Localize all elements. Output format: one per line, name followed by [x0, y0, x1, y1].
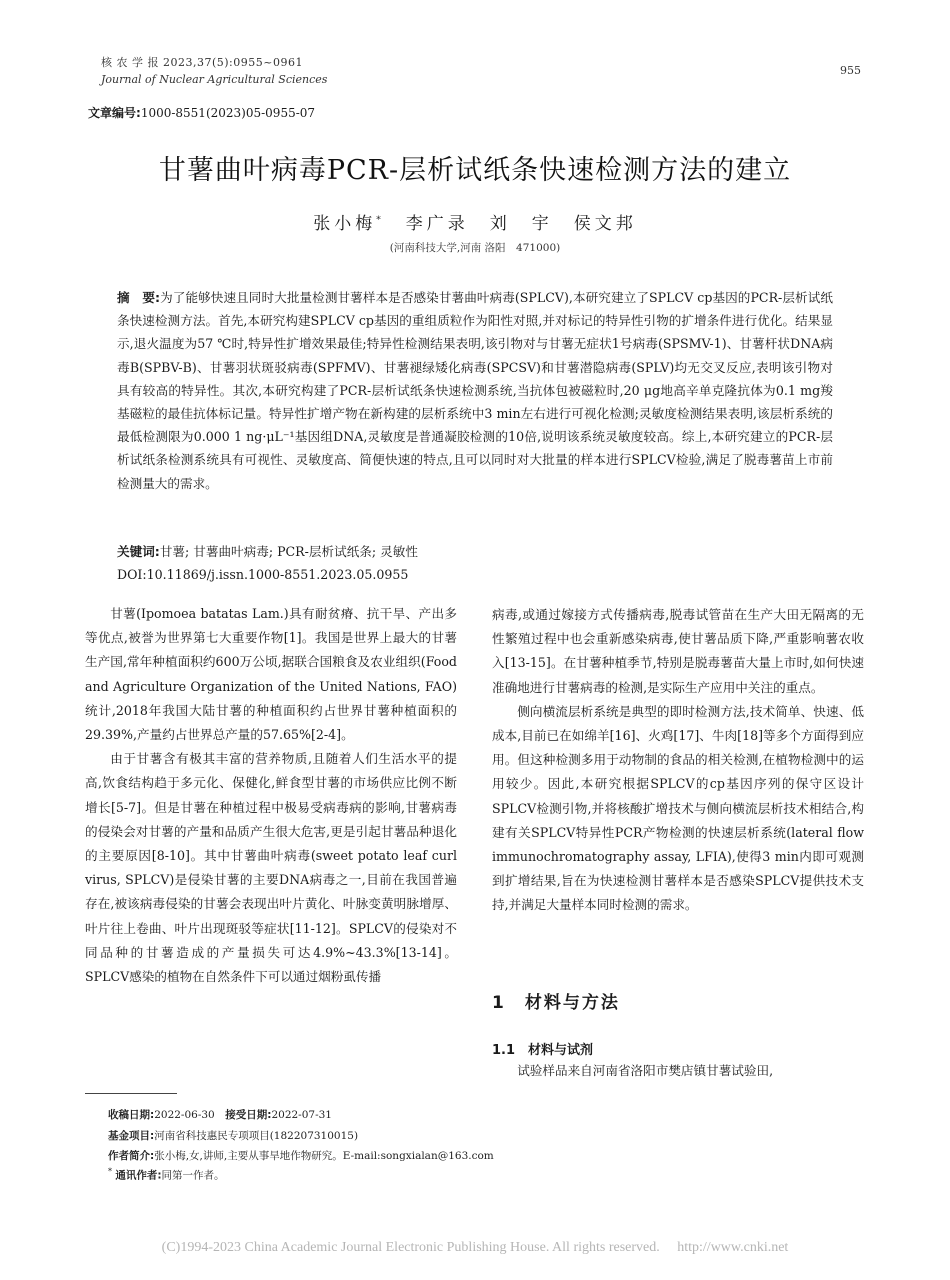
page-number: 955 [840, 64, 861, 77]
corr-text: 同第一作者。 [161, 1169, 225, 1182]
body-column-left [85, 602, 457, 989]
paragraph: 侧向横流层析系统是典型的即时检测方法,技术简单、快速、低成本,目前已在如绵羊[16]、火鸡[17]、牛肉[18]等多个方面得到应用。但这种检测多用于动物制的食品的相关检测,在植物检测中的运用较少。因此,本研究根据SPLCV的cp基因序列的保守区设计SPLCV检测引物,并将核酸扩增技术与侧向横流层析技术相结合,构建有关SPLCV特异性PCR产物检测的快速层析系统(lateral flow immunochromatography assay, LFIA),使得3 min内即可观测到扩增结果,旨在为快速检测甘薯样本是否感染SPLCV提供技术支持,并满足大量样本同时检测的需求。 [492, 703, 864, 913]
journal-name-en: Journal of Nuclear Agricultural Sciences [101, 73, 328, 86]
footnote-fund [108, 1128, 848, 1143]
author-label: 作者简介: [108, 1150, 155, 1162]
doi: DOI:10.11869/j.issn.1000-8551.2023.05.0955 [117, 567, 409, 582]
abstract-text: 为了能够快速且同时大批量检测甘薯样本是否感染甘薯曲叶病毒(SPLCV),本研究建立了SPLCV cp基因的PCR-层析试纸条快速检测方法。首先,本研究构建SPLCV cp基因的重组质粒作为阳性对照,并对标记的特异性引物的扩增条件进行优化。结果显示,退火温度为57 ℃时,特异性扩增效果最佳;特异性检测结果表明,该引物对与甘薯无症状1号病毒(SPSMV-1)、甘薯杆状DNA病毒B(SPBV-B)、甘薯羽状斑驳病毒(SPFMV)、甘薯褪绿矮化病毒(SPCSV)和甘薯潜隐病毒(SPLV)均无交叉反应,表明该引物对具有较高的特异性。其次,本研究构建了PCR-层析试纸条快速检测系统,当抗体包被磁粒时,20 μg地高辛单克隆抗体为0.1 mg羧基磁粒的最佳抗体标记量。特异性扩增产物在新构建的层析系统中3 min左右进行可视化检测;灵敏度检测结果表明,该层析系统的最低检测限为0.000 1 ng·μL⁻¹基因组DNA,灵敏度是普通凝胶检测的10倍,说明该系统灵敏度较高。综上,本研究建立的PCR-层析试纸条检测系统具有可视性、灵敏度高、简便快速的特点,且可以同时对大批量的样本进行SPLCV检验,满足了脱毒薯苗上市前检测量大的需求。 [117, 290, 833, 491]
footnote-author [108, 1148, 848, 1163]
copyright-watermark: (C)1994-2023 China Academic Journal Electronic Publishing House. All rights reserved. http://www.cnki.net [161, 1240, 789, 1255]
footnote-corresponding [108, 1167, 848, 1183]
affiliation: (河南科技大学,河南 洛阳 471000) [389, 242, 561, 254]
paragraph: 由于甘薯含有极其丰富的营养物质,且随着人们生活水平的提高,饮食结构趋于多元化、保健化,鲜食型甘薯的市场供应比例不断增长[5-7]。但是甘薯在种植过程中极易受病毒病的影响,甘薯病毒的侵染会对甘薯的产量和品质产生很大危害,更是引起甘薯品种退化的主要原因[8-10]。其中甘薯曲叶病毒(sweet potato leaf curl virus, SPLCV)是侵染甘薯的主要DNA病毒之一,目前在我国普遍存在,被该病毒侵染的甘薯会表现出叶片黄化、叶脉变黄明脉增厚、叶片往上卷曲、叶片出现斑驳等症状[11-12]。SPLCV的侵染对不同品种的甘薯造成的产量损失可达4.9%~43.3%[13-14]。SPLCV感染的植物在自然条件下可以通过烟粉虱传播 [85, 751, 457, 985]
first-author: 张小梅 [313, 214, 377, 234]
paragraph: 甘薯(Ipomoea batatas Lam.)具有耐贫瘠、抗干旱、产出多等优点,被誉为世界第七大重要作物[1]。我国是世界上最大的甘薯生产国,常年种植面积约600万公顷,据联合国粮食及农业组织(Food and Agriculture Organization of the United Nations, FAO)统计,2018年我国大陆甘薯的种植面积约占世界甘薯种植面积的29.39%,产量约占世界总产量的57.65%[2-4]。 [85, 606, 457, 743]
fund-text: 河南省科技惠民专项项目(182207310015) [154, 1130, 359, 1142]
received-label: 收稿日期: [108, 1109, 155, 1121]
paper-title: 甘薯曲叶病毒PCR-层析试纸条快速检测方法的建立 [158, 155, 792, 186]
other-authors: 李广录 刘 宇 侯文邦 [405, 214, 637, 234]
corr-label: 通讯作者: [115, 1169, 162, 1182]
accepted-label: 接受日期: [225, 1109, 272, 1121]
paragraph: 病毒,或通过嫁接方式传播病毒,脱毒试管苗在生产大田无隔离的无性繁殖过程中也会重新感染病毒,使甘薯品质下降,严重影响薯农收入[13-15]。在甘薯种植季节,特别是脱毒薯苗大量上市时,如何快速准确地进行甘薯病毒的检测,是实际生产应用中关注的重点。 [492, 607, 864, 695]
corresponding-mark: * [376, 215, 385, 226]
corr-mark: * [108, 1167, 112, 1176]
abstract [117, 286, 833, 495]
article-number-label: 文章编号: [88, 106, 141, 120]
footnote-dates [108, 1107, 848, 1122]
authors [0, 209, 950, 234]
section-heading: 1 材料与方法 [492, 993, 620, 1013]
author-text: 张小梅,女,讲师,主要从事旱地作物研究。E-mail:songxialan@163.com [154, 1150, 494, 1162]
keywords-text: 甘薯; 甘薯曲叶病毒; PCR-层析试纸条; 灵敏性 [159, 544, 418, 559]
received-date: 2022-06-30 [154, 1109, 215, 1121]
fund-label: 基金项目: [108, 1130, 155, 1142]
keywords-label: 关键词: [117, 544, 160, 559]
footnote-divider [85, 1093, 177, 1094]
accepted-date: 2022-07-31 [271, 1109, 332, 1121]
article-number [88, 104, 315, 121]
abstract-label: 摘 要: [117, 290, 161, 305]
article-number-value: 1000-8551(2023)05-0955-07 [140, 106, 316, 120]
keywords [117, 541, 833, 560]
body-column-right [492, 603, 864, 918]
subsection-heading: 1.1 材料与试剂 [492, 1043, 594, 1058]
paragraph: 试验样品来自河南省洛阳市樊店镇甘薯试验田, [517, 1063, 774, 1078]
journal-name-cn: 核 农 学 报 2023,37(5):0955~0961 [101, 56, 303, 69]
